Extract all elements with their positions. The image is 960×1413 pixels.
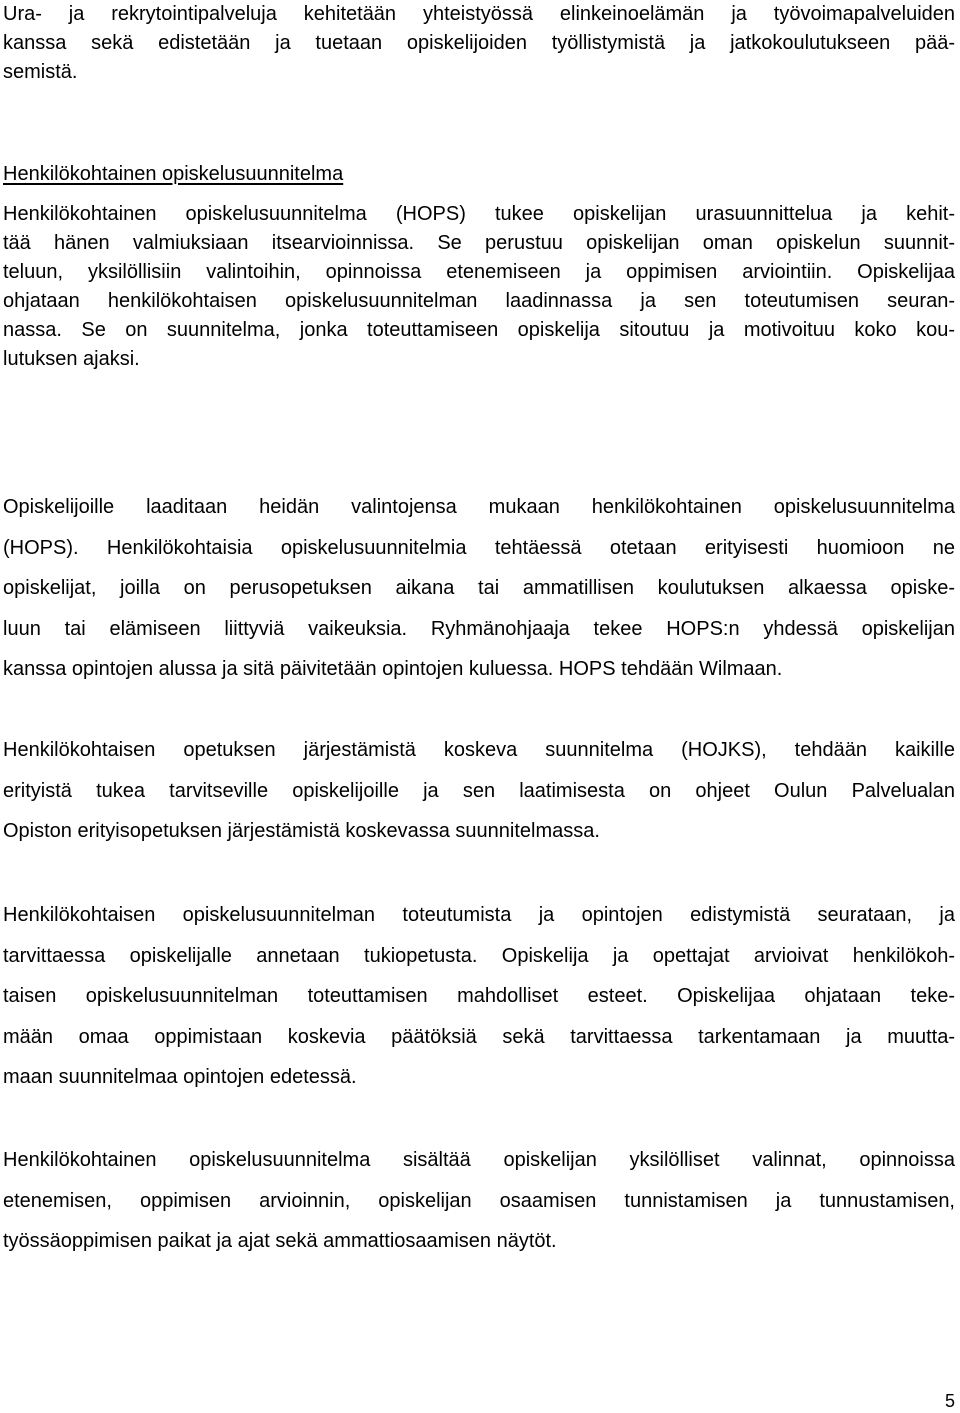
text-line: maan suunnitelmaa opintojen edetessä. — [3, 1066, 357, 1088]
text-line: kanssa sekä edistetään ja tuetaan opiskelijoiden työllistymistä ja jatkokoulutukseen pää- — [3, 32, 955, 54]
text-line: Henkilökohtainen opiskelusuunnitelma (HOPS) tukee opiskelijan urasuunnittelua ja kehit- — [3, 203, 955, 225]
text-line: semistä. — [3, 61, 78, 83]
text-line: taisen opiskelusuunnitelman toteuttamisen mahdolliset esteet. Opiskelijaa ohjataan teke- — [3, 985, 955, 1007]
text-line: etenemisen, oppimisen arvioinnin, opiskelijan osaamisen tunnistamisen ja tunnustamisen, — [3, 1189, 955, 1212]
text-line: tää hänen valmiuksiaan itsearvioinnissa. Se perustuu opiskelijan oman opiskelun suunnit- — [3, 232, 955, 254]
hops-description-paragraph — [3, 200, 955, 374]
text-line: (HOPS). Henkilökohtaisia opiskelusuunnitelmia tehtäessä otetaan erityisesti huomioon ne — [3, 536, 955, 559]
hops-preparation-paragraph — [3, 487, 955, 690]
text-line: opiskelijat, joilla on perusopetuksen aikana tai ammatillisen koulutuksen alkaessa opiske- — [3, 577, 955, 599]
text-line: Ura- ja rekrytointipalveluja kehitetään yhteistyössä elinkeinoelämän ja työvoimapalveluiden — [3, 3, 955, 25]
text-line: Henkilökohtaisen opiskelusuunnitelman toteutumista ja opintojen edistymistä seurataan, ja — [3, 904, 955, 926]
heading-text: Henkilökohtainen opiskelusuunnitelma — [3, 163, 344, 185]
intro-paragraph — [3, 0, 955, 87]
text-line: luun tai elämiseen liittyviä vaikeuksia. Ryhmänohjaaja tekee HOPS:n yhdessä opiskelijan — [3, 617, 955, 640]
hojks-paragraph — [3, 730, 955, 852]
text-line: Henkilökohtaisen opetuksen järjestämistä koskeva suunnitelma (HOJKS), tehdään kaikille — [3, 739, 955, 761]
text-line: Opiskelijoille laaditaan heidän valintojensa mukaan henkilökohtainen opiskelusuunnitelma — [3, 496, 955, 518]
text-line: lutuksen ajaksi. — [3, 348, 140, 370]
text-line: nassa. Se on suunnitelma, jonka toteuttamiseen opiskelija sitoutuu ja motivoituu koko kou- — [3, 319, 955, 341]
text-line: erityistä tukea tarvitseville opiskelijoille ja sen laatimisesta on ohjeet Oulun Palvelualan — [3, 779, 955, 802]
text-line: ohjataan henkilökohtaisen opiskelusuunnitelman laadinnassa ja sen toteutumisen seuran- — [3, 290, 955, 312]
text-line: tarvittaessa opiskelijalle annetaan tukiopetusta. Opiskelija ja opettajat arvioivat henkilökoh- — [3, 944, 955, 967]
text-line: Henkilökohtainen opiskelusuunnitelma sisältää opiskelijan yksilölliset valinnat, opinnoissa — [3, 1149, 955, 1171]
text-line: mään omaa oppimistaan koskevia päätöksiä sekä tarvittaessa tarkentamaan ja muutta- — [3, 1025, 955, 1048]
text-line: työssäoppimisen paikat ja ajat sekä ammattiosaamisen näytöt. — [3, 1230, 557, 1252]
monitoring-paragraph — [3, 895, 955, 1098]
text-line: teluun, yksilöllisiin valintoihin, opinnoissa etenemiseen ja oppimisen arviointiin. Opiskelijaa — [3, 261, 955, 283]
text-line: kanssa opintojen alussa ja sitä päivitetään opintojen kuluessa. HOPS tehdään Wilmaan. — [3, 658, 783, 680]
section-heading — [3, 160, 955, 189]
page-number: 5 — [944, 1391, 955, 1411]
contents-paragraph — [3, 1140, 955, 1262]
text-line: Opiston erityisopetuksen järjestämistä koskevassa suunnitelmassa. — [3, 820, 600, 842]
